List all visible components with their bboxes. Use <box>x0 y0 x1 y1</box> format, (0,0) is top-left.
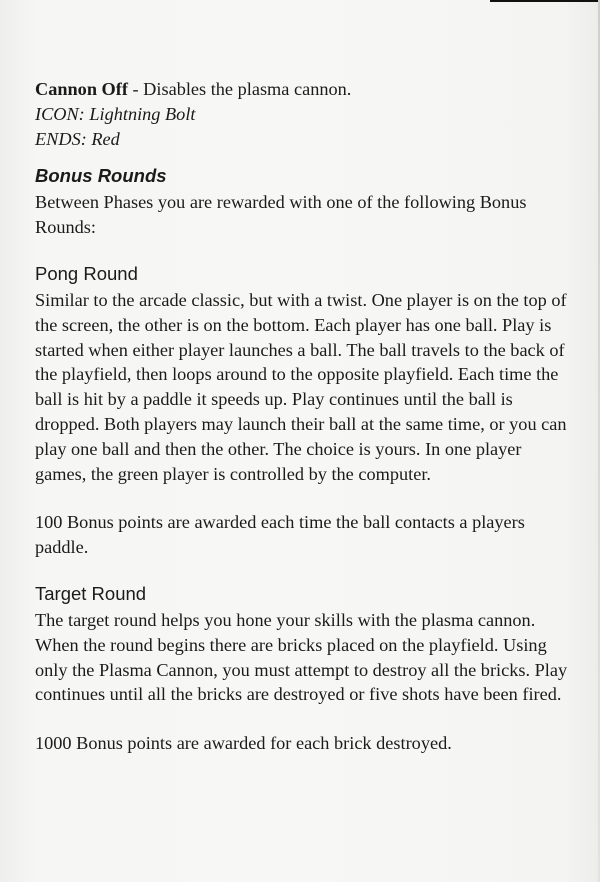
cannon-off-line <box>35 77 571 102</box>
pong-round-body: Similar to the arcade classic, but with a twist. One player is on the top of the screen, the other is on the bottom. Each player has one ball. Play is started when either player launches a ball. The ball travels to the back of the playfield, then loops around to the opposite playfield. Each time the ball is hit by a paddle it speeds up. Play continues until the ball is dropped. Both players may launch their ball at the same time, or you can play one ball and then the other. The choice is yours. In one player games, the green player is controlled by the computer. <box>35 289 567 484</box>
page-content <box>35 77 571 756</box>
cannon-off-description: - Disables the plasma cannon. <box>127 79 352 99</box>
pong-round-bonus: 100 Bonus points are awarded each time the ball contacts a players paddle. <box>35 512 525 558</box>
target-round-body: The target round helps you hone your skills with the plasma cannon. When the round begins there are bricks placed on the playfield. Using only the Plasma Cannon, you must attempt to destroy all the bricks. Play continues until all the bricks are destroyed or five shots have been fired. <box>35 609 568 705</box>
cannon-off-title: Cannon Off <box>35 79 128 99</box>
pong-round-heading: Pong Round <box>35 262 138 284</box>
bonus-rounds-intro: Between Phases you are rewarded with one of the following Bonus Rounds: <box>35 192 527 238</box>
target-round-heading: Target Round <box>35 582 147 604</box>
bonus-rounds-heading: Bonus Rounds <box>35 165 167 187</box>
cannon-off-ends: ENDS: Red <box>35 128 120 149</box>
page-top-edge <box>490 0 600 2</box>
target-round-bonus: 1000 Bonus points are awarded for each brick destroyed. <box>35 733 452 754</box>
cannon-off-icon: ICON: Lightning Bolt <box>35 103 196 124</box>
